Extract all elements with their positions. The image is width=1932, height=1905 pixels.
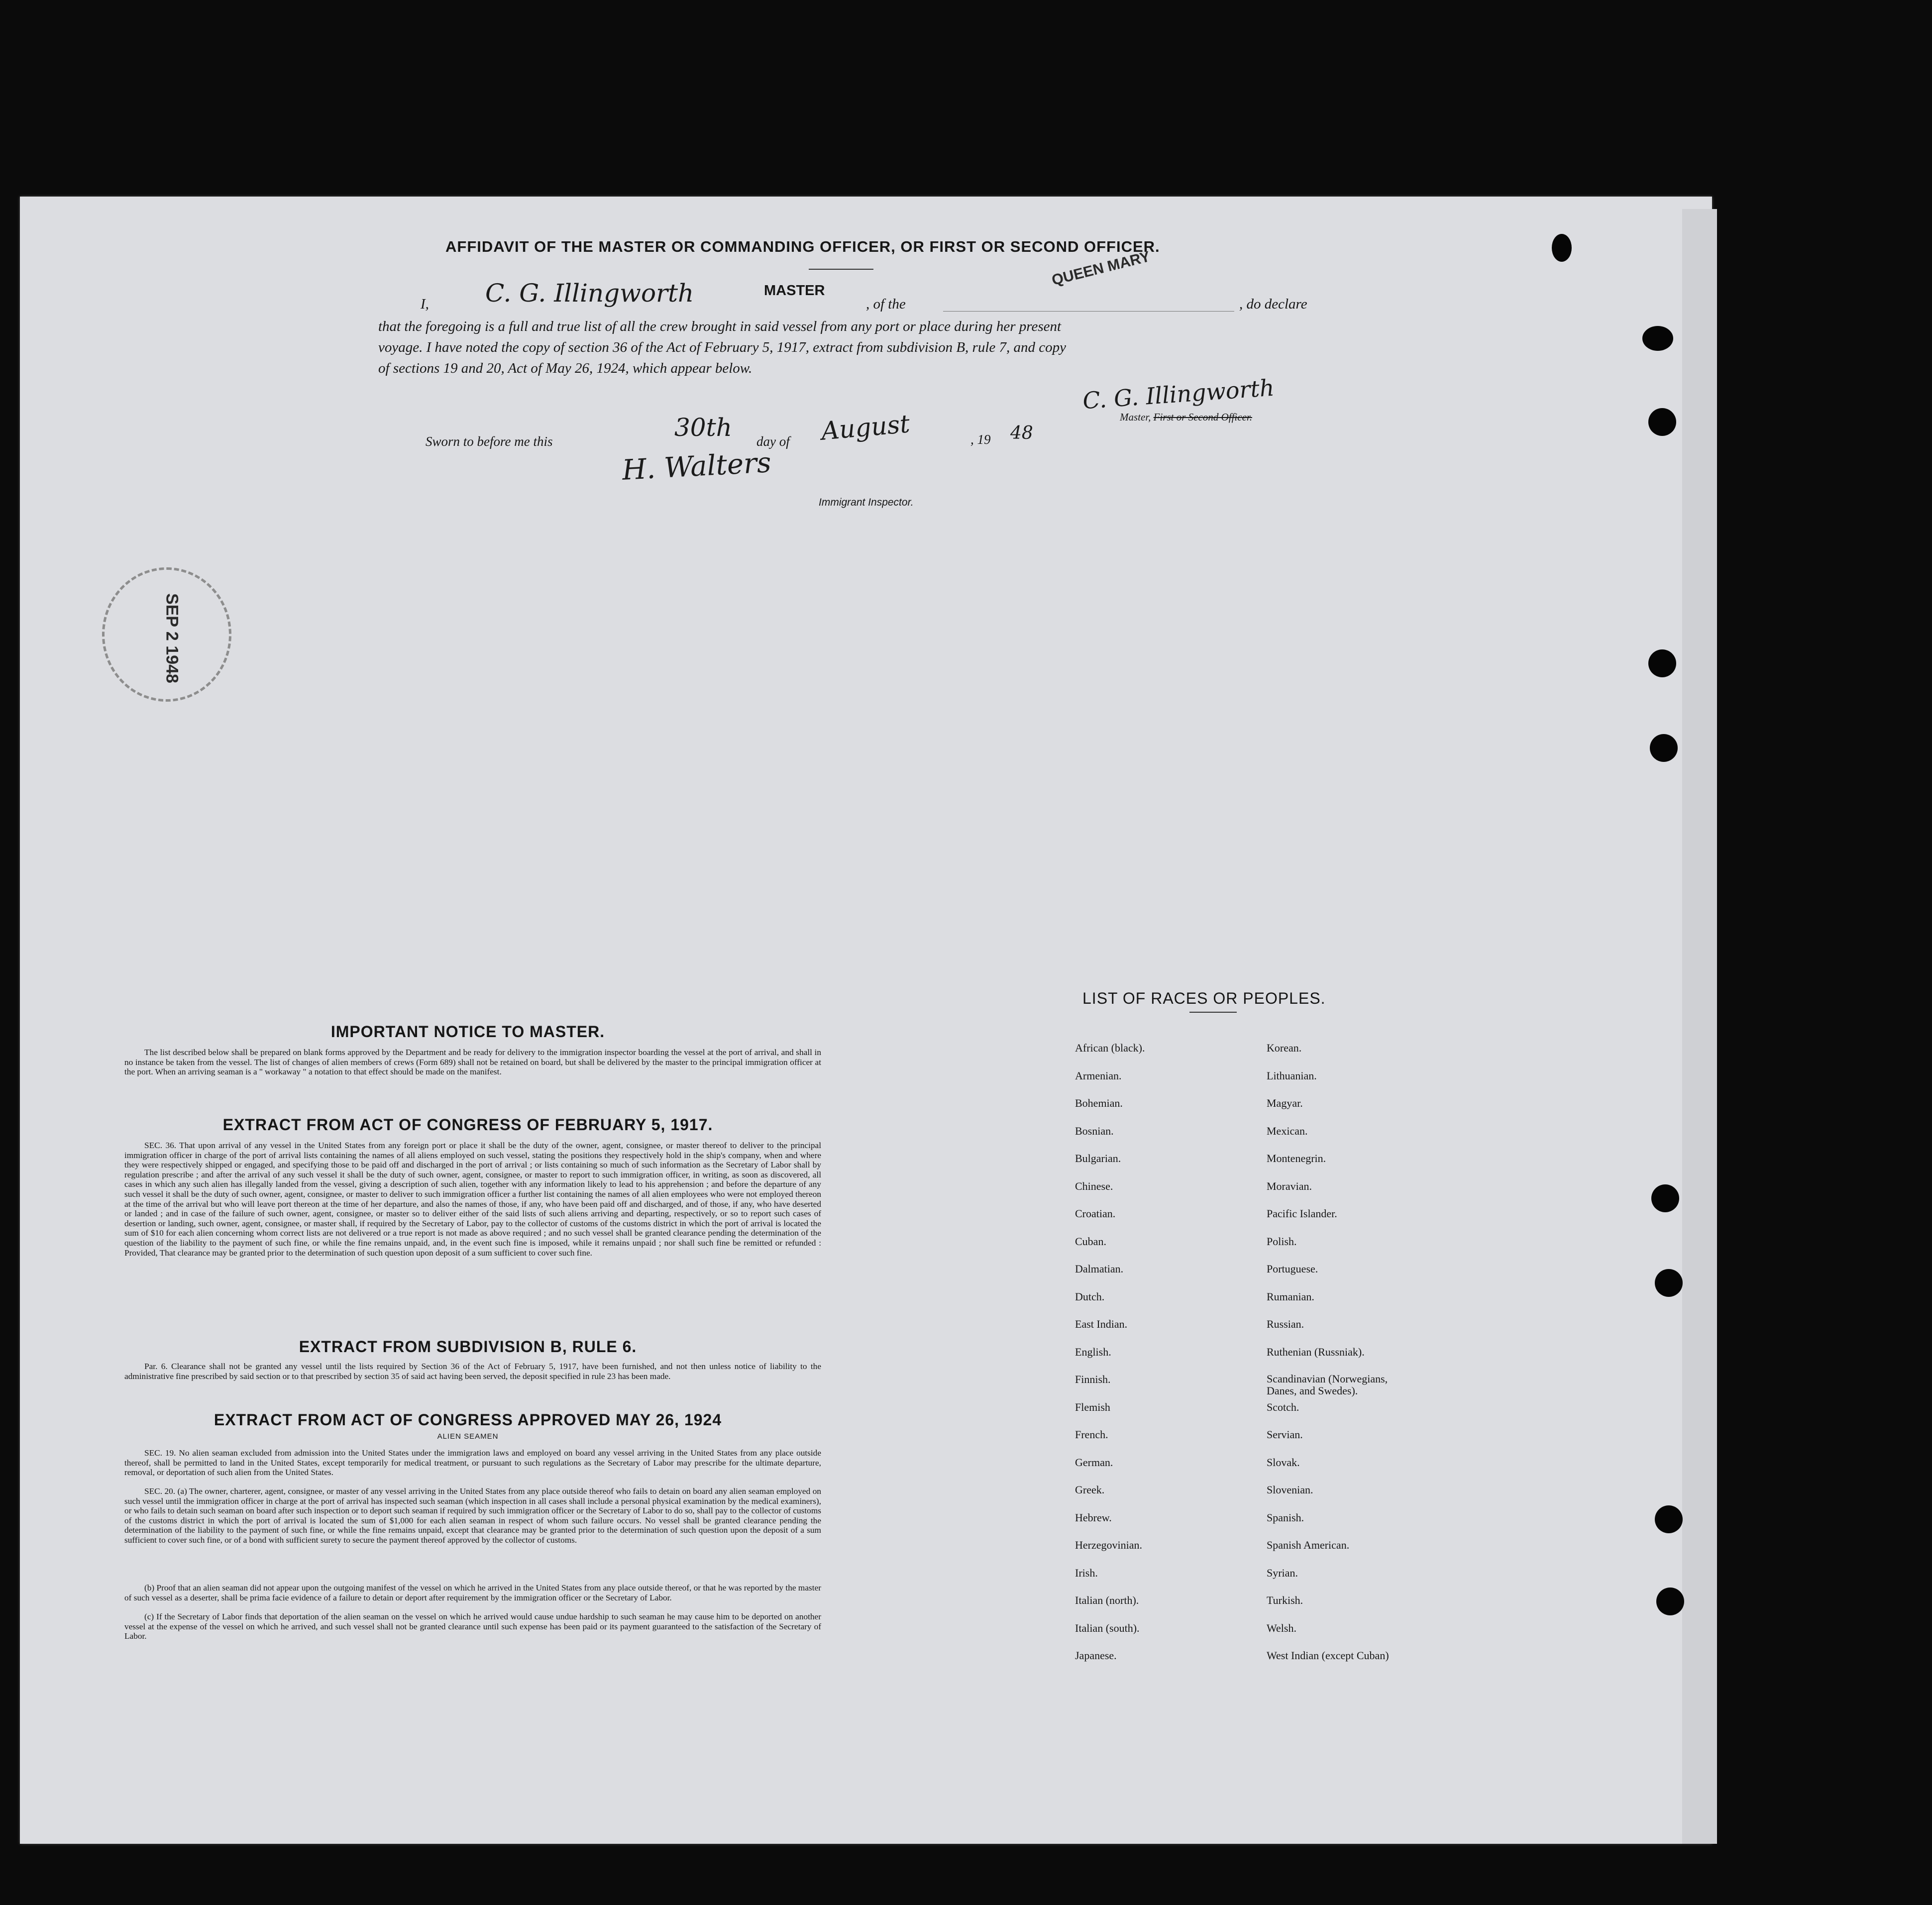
race-item: Bohemian. xyxy=(1075,1097,1123,1109)
race-item: Hebrew. xyxy=(1075,1511,1112,1524)
race-item: Scandinavian (Norwegians, Danes, and Swedes). xyxy=(1267,1373,1388,1397)
race-item: Dalmatian. xyxy=(1075,1263,1124,1275)
extract-1917-title: EXTRACT FROM ACT OF CONGRESS OF FEBRUARY 5, 1917. xyxy=(222,1116,713,1134)
race-item: Herzegovinian. xyxy=(1075,1539,1142,1551)
extract-1924-subtitle: ALIEN SEAMEN xyxy=(437,1432,499,1441)
rule6-title: EXTRACT FROM SUBDIVISION B, RULE 6. xyxy=(299,1338,637,1356)
race-item: Rumanian. xyxy=(1267,1290,1314,1303)
race-item: English. xyxy=(1075,1345,1111,1358)
race-item: Spanish American. xyxy=(1267,1539,1350,1551)
race-item: African (black). xyxy=(1075,1042,1145,1054)
date-stamp-text: SEP 2 1948 xyxy=(162,593,182,683)
race-item: Korean. xyxy=(1267,1042,1302,1054)
race-item: Pacific Islander. xyxy=(1267,1207,1337,1220)
vessel-line xyxy=(943,311,1234,312)
race-item: Montenegrin. xyxy=(1267,1152,1326,1164)
notice-title: IMPORTANT NOTICE TO MASTER. xyxy=(330,1023,605,1041)
race-item: Greek. xyxy=(1075,1483,1105,1496)
race-item: Spanish. xyxy=(1267,1511,1304,1524)
race-item: Moravian. xyxy=(1267,1179,1312,1192)
race-item: Chinese. xyxy=(1075,1179,1113,1192)
page-edge xyxy=(1682,209,1717,1844)
declaration-line-2: voyage. I have noted the copy of section 36 of the Act of February 5, 1917, extract from subdivision B, rule 7, and copy xyxy=(378,339,1067,355)
race-item: Japanese. xyxy=(1075,1649,1117,1662)
race-item: French. xyxy=(1075,1428,1108,1441)
race-item: Welsh. xyxy=(1267,1621,1296,1634)
sec19-text: SEC. 19. No alien seaman excluded from admission into the United States under the immigration laws and employed on board any vessel arriving in the United States from any place outside thereof, shall be permitted to land in the United States, except temporarily for medical treatment, or pursuant to such regulations as the Secretary of Labor may prescribe for the ultimate departure, removal, or deportation of such alien from the United States. xyxy=(124,1448,821,1478)
rule6-text: Par. 6. Clearance shall not be granted any vessel until the lists required by Section 36 of the Act of February 5, 1917, have been furnished, and not then unless notice of liability to the administrative fine prescribed by said section or to that prescribed by section 35 of said act having been served, the deposit specified in rule 23 has been made. xyxy=(124,1362,821,1381)
race-item: Polish. xyxy=(1267,1235,1297,1248)
race-item: Turkish. xyxy=(1267,1594,1303,1606)
punch-hole xyxy=(1651,1184,1679,1212)
race-item: Bosnian. xyxy=(1075,1124,1114,1137)
punch-hole xyxy=(1655,1505,1683,1533)
notice-text: The list described below shall be prepared on blank forms approved by the Department and be ready for delivery to the immigration inspector boarding the vessel at the port of arrival, and shall in no instance be taken from the vessel. The list of changes of alien members of crews (Form 689) shall not be retained on board, but shall be delivered by the master to the principal immigration officer at the port. When an arriving seaman is a " workaway " a notation to that effect should be made on the manifest. xyxy=(124,1048,821,1077)
master-signature: C. G. Illingworth xyxy=(1081,374,1276,415)
punch-hole xyxy=(1642,326,1673,351)
struck-officer-text: First or Second Officer. xyxy=(1153,411,1252,423)
race-item: Italian (north). xyxy=(1075,1594,1139,1606)
do-declare-text: , do declare xyxy=(1239,296,1307,312)
sworn-text: Sworn to before me this xyxy=(426,434,553,449)
sec20b-text: (b) Proof that an alien seaman did not appear upon the outgoing manifest of the vessel on which he arrived in the United States from any place outside thereof, or that he was reported by the master of such vessel as a deserter, shall be prima facie evidence of a failure to detain or deport after requirement by the immigration officer or the Secretary of Labor. xyxy=(124,1583,821,1602)
punch-hole xyxy=(1648,408,1676,436)
extract-1917-text: SEC. 36. That upon arrival of any vessel in the United States from any foreign port or place it shall be the duty of the owner, agent, consignee, or master thereof to deliver to the principal immigration officer in charge of the port of arrival lists containing the names of all aliens employed on such vessel, stating the positions they respectively hold in the ship's company, when and where they were respectively shipped or engaged, and specifying those to be paid off and discharged in the port of arrival ; or lists containing so much of such information as the Secretary of Labor shall by regulation prescribe ; and after the arrival of any such vessel it shall be the duty of such owner, agent, consignee, or master to report to such immigration officer, in writing, as soon as discovered, all cases in which any such alien has illegally landed from the vessel, giving a description of such alien, together with any information likely to lead to his apprehension ; and before the departure of any such vessel it shall be the duty of such owner, agent, consignee, or master to deliver to such immigration officer a further list containing the names of all alien employees who were not employed thereon at the time of the arrival but who will leave port thereon at the time of her departure, and also the names of those, if any, who have been paid off and discharged, and of those, if any, who have deserted or landed ; and in case of the failure of such owner, agent, consignee, or master so to deliver either of the said lists of such aliens arriving and departing, respectively, or so to report such cases of desertion or landing, such owner, agent, consignee, or master shall, if required by the Secretary of Labor, pay to the collector of customs of the customs district in which the port of arrival is located the sum of $10 for each alien concerning whom correct lists are not delivered or a true report is not made as above required ; and no such vessel shall be granted clearance pending the determination of the question of the liability to the payment of such fine, or while the fine remains unpaid, and, in the event such fine is imposed, while it remains unpaid ; nor shall such fine be remitted or refunded : Provided, That clearance may be granted prior to the determination of such question upon deposit of a sum sufficient to cover such fine. xyxy=(124,1141,821,1258)
title-underline xyxy=(809,269,873,270)
day-of-text: day of xyxy=(756,434,790,449)
inspector-label: Immigrant Inspector. xyxy=(819,497,914,508)
races-underline xyxy=(1189,1012,1237,1013)
punch-hole xyxy=(1656,1588,1684,1615)
race-item: Italian (south). xyxy=(1075,1621,1140,1634)
race-item: Portuguese. xyxy=(1267,1263,1318,1275)
date-stamp xyxy=(102,567,231,702)
race-item: Scotch. xyxy=(1267,1400,1299,1413)
punch-hole xyxy=(1648,649,1676,677)
master-name-handwritten: C. G. Illingworth xyxy=(485,279,694,308)
race-item: Syrian. xyxy=(1267,1566,1298,1579)
race-item: Finnish. xyxy=(1075,1373,1111,1385)
punch-hole xyxy=(1650,734,1678,762)
race-item: Dutch. xyxy=(1075,1290,1105,1303)
of-the-text: , of the xyxy=(866,296,906,312)
year-prefix: , 19 xyxy=(970,432,991,447)
punch-hole xyxy=(1552,234,1572,262)
master-label xyxy=(1120,411,1252,423)
race-item: West Indian (except Cuban) xyxy=(1267,1649,1389,1662)
declaration-line-1: that the foregoing is a full and true list of all the crew brought in said vessel from any port or place during her present xyxy=(378,318,1062,334)
affidavit-title: AFFIDAVIT OF THE MASTER OR COMMANDING OFFICER, OR FIRST OR SECOND OFFICER. xyxy=(445,238,1160,255)
sec20c-text: (c) If the Secretary of Labor finds that deportation of the alien seaman on the vessel on which he arrived would cause undue hardship to such seaman he may cause him to be deported on another vessel at the expense of the vessel on which he arrived, and such vessel shall not be granted clearance until such expense has been paid or its payment guaranteed to the satisfaction of the Secretary of Labor. xyxy=(124,1612,821,1641)
race-item: Ruthenian (Russniak). xyxy=(1267,1345,1365,1358)
sworn-month: August xyxy=(820,409,911,446)
races-title: LIST OF RACES OR PEOPLES. xyxy=(1082,989,1326,1007)
race-item: Bulgarian. xyxy=(1075,1152,1121,1164)
declaration-line-3: of sections 19 and 20, Act of May 26, 1924, which appear below. xyxy=(378,360,752,376)
master-label-text: Master, xyxy=(1120,411,1151,423)
sworn-day: 30th xyxy=(674,413,732,442)
race-item: Slovak. xyxy=(1267,1456,1300,1469)
punch-hole xyxy=(1655,1269,1683,1297)
race-item: Lithuanian. xyxy=(1267,1069,1317,1082)
affidavit-lead: I, xyxy=(421,296,429,312)
race-item: Cuban. xyxy=(1075,1235,1106,1248)
race-item: Mexican. xyxy=(1267,1124,1308,1137)
race-item: Croatian. xyxy=(1075,1207,1116,1220)
inspector-signature: H. Walters xyxy=(621,446,772,487)
race-item: Servian. xyxy=(1267,1428,1303,1441)
sworn-year: 48 xyxy=(1010,423,1033,443)
race-item: Slovenian. xyxy=(1267,1483,1313,1496)
race-item: Magyar. xyxy=(1267,1097,1303,1109)
race-item: Irish. xyxy=(1075,1566,1098,1579)
sec20a-text: SEC. 20. (a) The owner, charterer, agent, consignee, or master of any vessel arriving in the United States from any place outside thereof who fails to detain on board any alien seaman employed on such vessel until the immigration officer in charge at the port of arrival has inspected such seaman (which inspection in all cases shall include a personal physical examination by the medical examiners), or who fails to detain such seaman on board after such inspection or to deport such seaman if required by such immigration officer or the Secretary of Labor to do so, shall pay to the collector of customs of the customs district in which the port of arrival is located the sum of $1,000 for each alien seaman in respect of whom such failure occurs. No vessel shall be granted clearance pending the determination of the liability to the payment of such fine, or while the fine remains unpaid, except that clearance may be granted prior to the determination of such question upon the deposit of a sum sufficient to cover such fine, or of a bond with sufficient surety to secure the payment thereof approved by the collector of customs. xyxy=(124,1486,821,1545)
race-item: East Indian. xyxy=(1075,1318,1128,1330)
race-item: Russian. xyxy=(1267,1318,1304,1330)
race-item: German. xyxy=(1075,1456,1113,1469)
extract-1924-title: EXTRACT FROM ACT OF CONGRESS APPROVED MAY 26, 1924 xyxy=(214,1411,722,1429)
race-item: Flemish xyxy=(1075,1400,1110,1413)
vessel-name-stamp: QUEEN MARY xyxy=(1050,248,1152,289)
rank-stamp: MASTER xyxy=(764,283,825,299)
race-item: Armenian. xyxy=(1075,1069,1122,1082)
